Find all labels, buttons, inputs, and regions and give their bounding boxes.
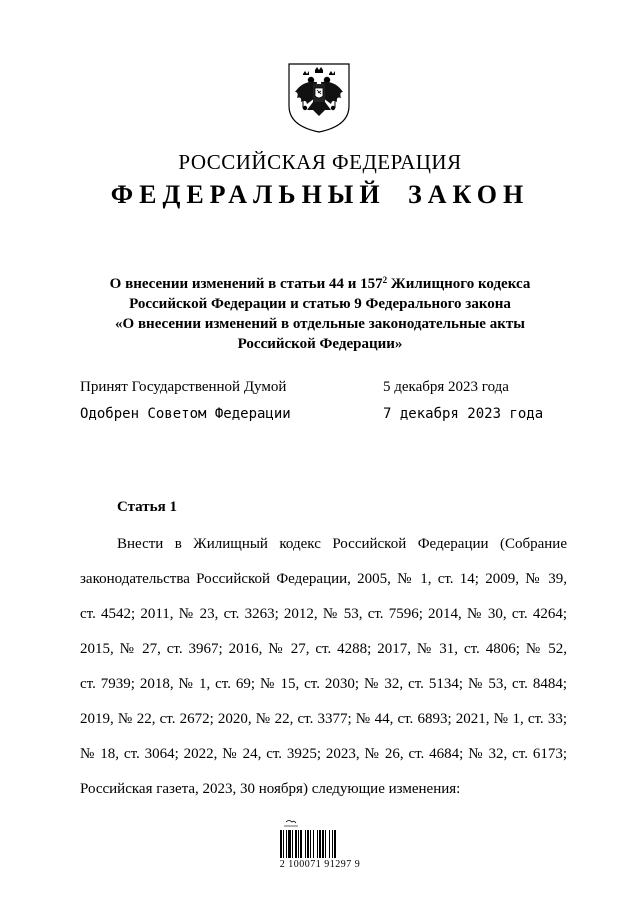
- adoption-council-date: 7 декабря 2023 года: [383, 406, 544, 422]
- article-line: законодательства Российской Федерации, 2005, № 1, ст. 14; 2009, № 39,: [80, 571, 567, 587]
- article-line: 2019, № 22, ст. 2672; 2020, № 22, ст. 3377; № 44, ст. 6893; 2021, № 1, ст. 33;: [80, 711, 567, 727]
- adoption-duma: [80, 379, 560, 401]
- law-title: [40, 274, 600, 354]
- country-name: РОССИЙСКАЯ ФЕДЕРАЦИЯ: [178, 150, 462, 174]
- adoption-duma-date: 5 декабря 2023 года: [383, 379, 509, 395]
- law-title-line-2: Российской Федерации и статью 9 Федерального закона: [129, 296, 511, 312]
- law-title-line-1: О внесении изменений в статьи 44 и $157^2$ Жилищного кодекса: [109, 275, 531, 292]
- article-line: Внести в Жилищный кодекс Российской Федерации (Собрание: [117, 536, 567, 552]
- article-heading: Статья 1: [117, 499, 177, 515]
- coat-of-arms-icon: [287, 62, 351, 134]
- article-line: ст. 7939; 2018, № 1, ст. 69; № 15, ст. 2030; № 32, ст. 5134; № 53, ст. 8484;: [80, 676, 567, 692]
- barcode-number: 2 100071 91297 9: [279, 859, 361, 870]
- adoption-duma-label: Принят Государственной Думой: [80, 379, 287, 395]
- article-line: ст. 4542; 2011, № 23, ст. 3263; 2012, № 53, ст. 7596; 2014, № 30, ст. 4264;: [80, 606, 567, 622]
- adoption-council-label: Одобрен Советом Федерации: [80, 406, 291, 422]
- law-title-line-3: «О внесении изменений в отдельные законодательные акты: [115, 316, 525, 332]
- article-line: Российская газета, 2023, 30 ноября) следующие изменения:: [80, 781, 461, 797]
- adoption-council: [80, 406, 560, 428]
- article-line: 2015, № 27, ст. 3967; 2016, № 27, ст. 4288; 2017, № 31, ст. 4806; № 52,: [80, 641, 567, 657]
- document-type: ФЕДЕРАЛЬНЫЙ ЗАКОН: [110, 180, 530, 209]
- law-title-line-4: Российской Федерации»: [237, 336, 403, 352]
- article-line: № 18, ст. 3064; 2022, № 24, ст. 3925; 2023, № 26, ст. 4684; № 32, ст. 6173;: [80, 746, 567, 762]
